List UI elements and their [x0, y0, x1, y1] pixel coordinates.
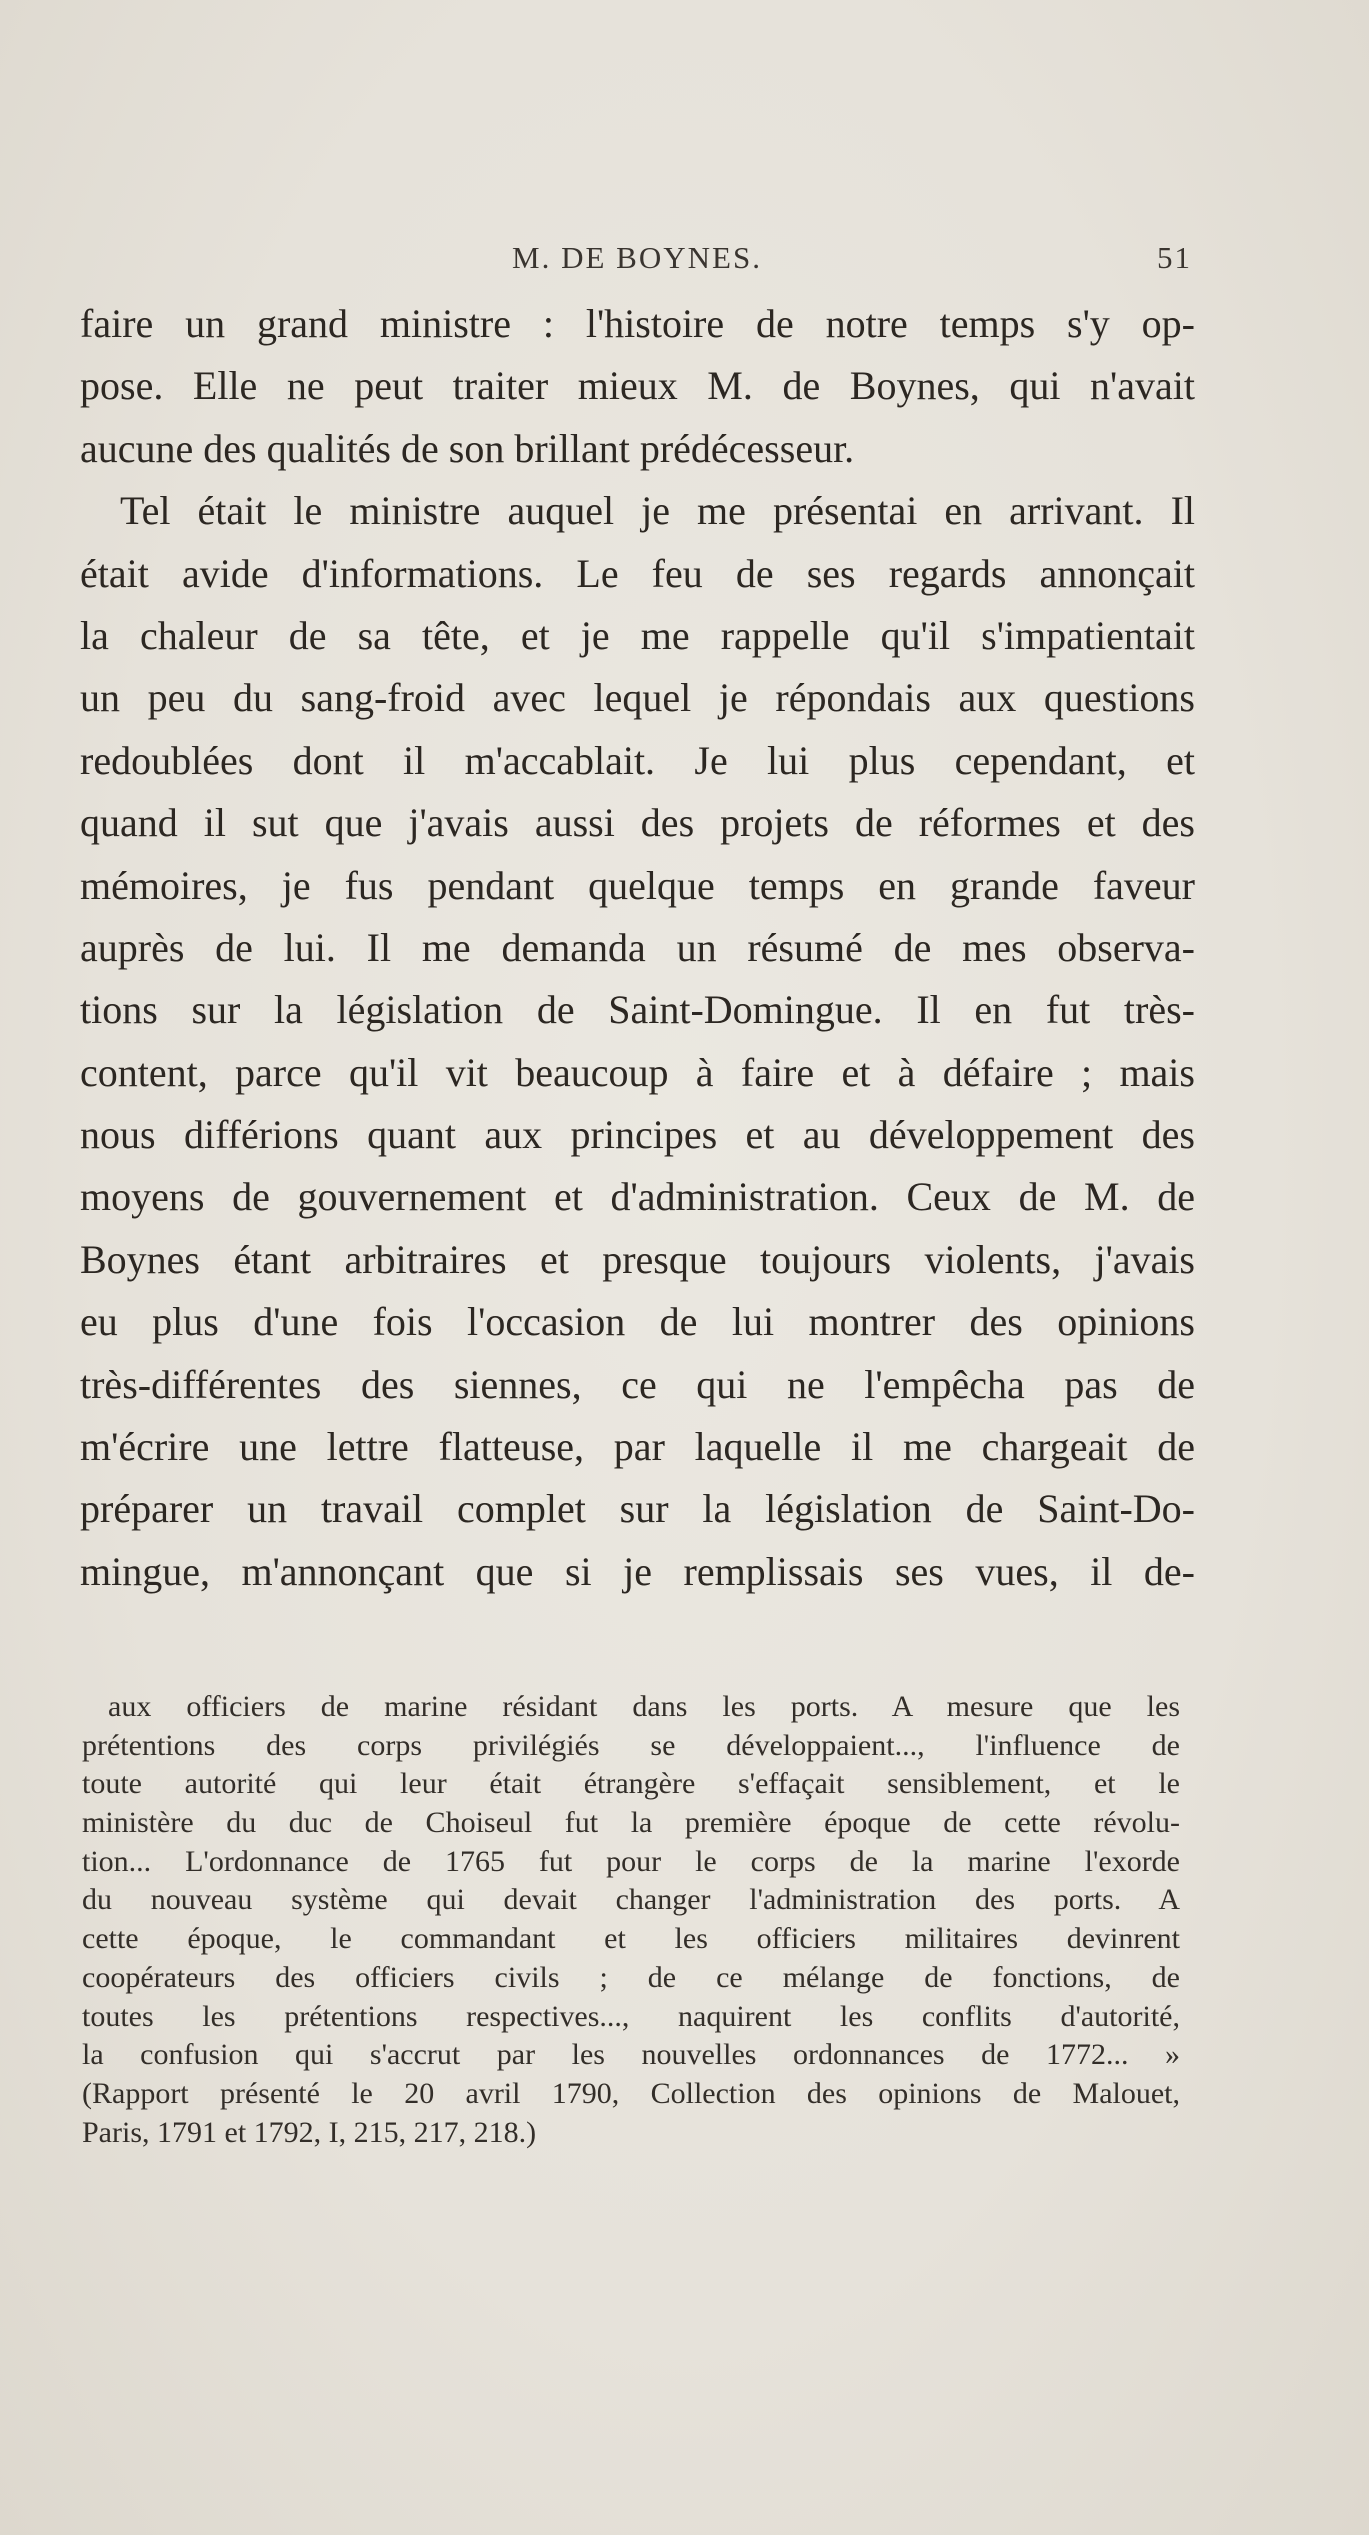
body-line: Boynes étant arbitraires et presque toujours violents, j'avais	[80, 1236, 1195, 1282]
footnote	[82, 1688, 1180, 2152]
running-title: M. DE BOYNES.	[512, 240, 762, 275]
body-line: content, parce qu'il vit beaucoup à faire et à défaire ; mais	[80, 1049, 1195, 1095]
body-line: quand il sut que j'avais aussi des projets de réformes et des	[80, 800, 1195, 846]
body-line: faire un grand ministre : l'histoire de notre temps s'y op-	[80, 301, 1195, 346]
body-line: mémoires, je fus pendant quelque temps en grande faveur	[80, 862, 1195, 908]
body-line: Tel était le ministre auquel je me présentai en arrivant. Il	[120, 488, 1195, 534]
footnote-line: toutes les prétentions respectives..., naquirent les conflits d'autorité,	[82, 1999, 1180, 2033]
body-line: un peu du sang-froid avec lequel je répondais aux questions	[80, 675, 1195, 721]
body-line: tions sur la législation de Saint-Domingue. Il en fut très-	[80, 987, 1195, 1033]
footnote-line: ministère du duc de Choiseul fut la première époque de cette révolu-	[82, 1806, 1180, 1840]
body-line: moyens de gouvernement et d'administration. Ceux de M. de	[80, 1174, 1195, 1220]
running-head	[82, 240, 1192, 280]
footnote-line: tion... L'ordonnance de 1765 fut pour le corps de la marine l'exorde	[82, 1844, 1180, 1878]
footnote-line: du nouveau système qui devait changer l'administration des ports. A	[82, 1883, 1180, 1917]
body-line: très-différentes des siennes, ce qui ne l'empêcha pas de	[80, 1361, 1195, 1407]
footnote-line: aux officiers de marine résidant dans les ports. A mesure que les	[108, 1690, 1180, 1723]
footnote-line: cette époque, le commandant et les officiers militaires devinrent	[82, 1922, 1180, 1956]
body-line: préparer un travail complet sur la législation de Saint-Do-	[80, 1486, 1195, 1532]
footnote-line: toute autorité qui leur était étrangère s'effaçait sensiblement, et le	[82, 1767, 1180, 1801]
body-line: auprès de lui. Il me demanda un résumé de mes observa-	[80, 924, 1195, 970]
body-text	[80, 293, 1195, 1603]
body-line: aucune des qualités de son brillant prédécesseur.	[80, 425, 855, 471]
footnote-line: Paris, 1791 et 1792, I, 215, 217, 218.)	[82, 2115, 537, 2149]
page-number: 51	[1157, 240, 1192, 275]
body-line: était avide d'informations. Le feu de ses regards annonçait	[80, 550, 1195, 596]
footnote-line: prétentions des corps privilégiés se développaient..., l'influence de	[82, 1728, 1180, 1762]
body-line: mingue, m'annonçant que si je remplissais ses vues, il de-	[80, 1548, 1195, 1594]
footnote-line: coopérateurs des officiers civils ; de ce mélange de fonctions, de	[82, 1960, 1180, 1994]
body-line: la chaleur de sa tête, et je me rappelle qu'il s'impatientait	[80, 612, 1195, 658]
body-line: m'écrire une lettre flatteuse, par laquelle il me chargeait de	[80, 1424, 1195, 1470]
body-line: pose. Elle ne peut traiter mieux M. de Boynes, qui n'avait	[80, 363, 1195, 409]
footnote-line: (Rapport présenté le 20 avril 1790, Collection des opinions de Malouet,	[82, 2076, 1180, 2110]
footnote-line: la confusion qui s'accrut par les nouvelles ordonnances de 1772... »	[82, 2038, 1180, 2072]
body-line: nous différions quant aux principes et au développement des	[80, 1112, 1195, 1158]
body-line: redoublées dont il m'accablait. Je lui plus cependant, et	[80, 737, 1195, 783]
body-line: eu plus d'une fois l'occasion de lui montrer des opinions	[80, 1299, 1195, 1345]
